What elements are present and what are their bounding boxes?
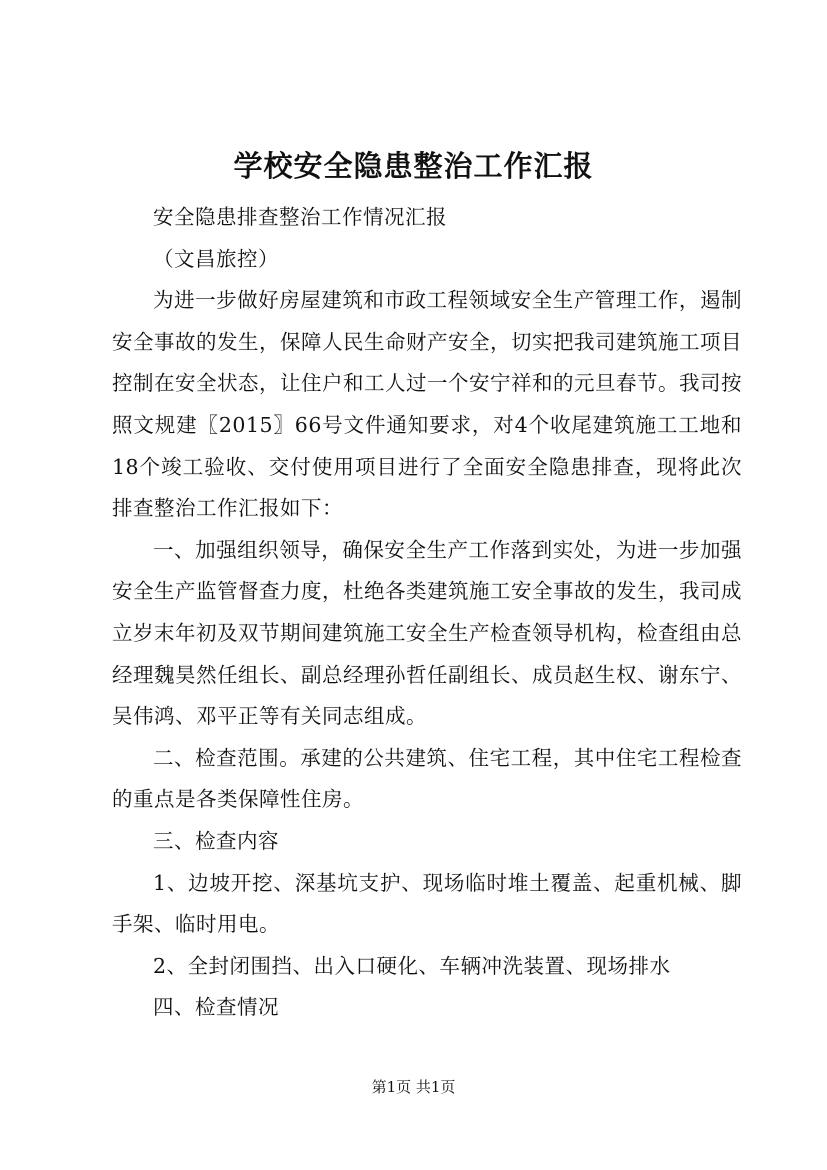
section-two-paragraph: 二、检查范围。承建的公共建筑、住宅工程，其中住宅工程检查的重点是各类保障性住房。 (112, 745, 742, 812)
section-three-heading: 三、检查内容 (153, 828, 279, 853)
subtitle-paragraph: 安全隐患排查整治工作情况汇报 (153, 205, 447, 229)
document-body (112, 197, 742, 1029)
page-footer: 第1页 共1页 (371, 1078, 456, 1096)
list-item-2: 2、全封闭围挡、出入口硬化、车辆冲洗装置、现场排水 (153, 953, 671, 978)
list-item-1: 1、边坡开挖、深基坑支护、现场临时堆土覆盖、起重机械、脚手架、临时用电。 (112, 870, 742, 937)
intro-paragraph: 为进一步做好房屋建筑和市政工程领域安全生产管理工作，遏制安全事故的发生，保障人民生命财产安全，切实把我司建筑施工项目控制在安全状态，让住户和工人过一个安宁祥和的元旦春节。我司按照文规建〖2015〗66号文件通知要求，对4个收尾建筑施工工地和18个竣工验收、交付使用项目进行了全面安全隐患排查，现将此次排查整治工作汇报如下： (112, 288, 742, 521)
section-one-paragraph: 一、加强组织领导，确保安全生产工作落到实处，为进一步加强安全生产监管督查力度，杜绝各类建筑施工安全事故的发生，我司成立岁末年初及双节期间建筑施工安全生产检查领导机构，检查组由总经理魏昊然任组长、副总经理孙哲任副组长、成员赵生权、谢东宁、吴伟鸿、邓平正等有关同志组成。 (112, 537, 742, 729)
document-title: 学校安全隐患整治工作汇报 (233, 149, 594, 183)
section-four-heading: 四、检查情况 (153, 995, 279, 1020)
author-paragraph: （文昌旅控） (153, 246, 279, 271)
